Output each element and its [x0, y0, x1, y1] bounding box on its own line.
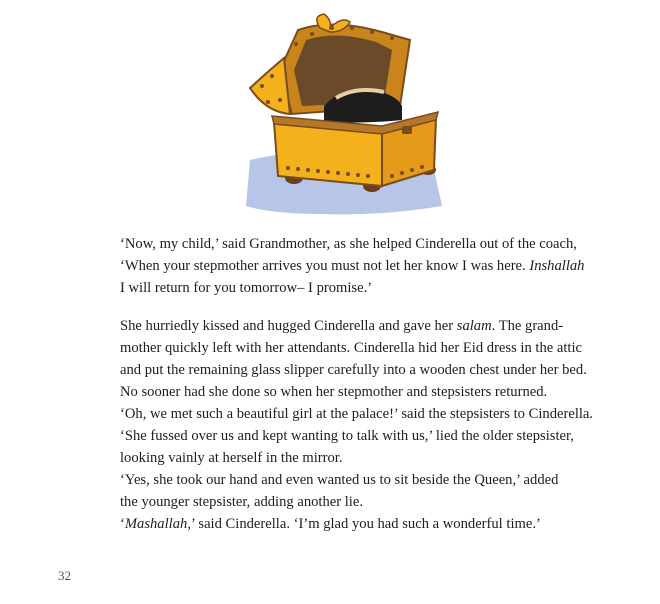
text-line — [120, 337, 583, 359]
text-run: and put the remaining glass slipper carefully into a wooden chest under her bed. — [120, 362, 587, 378]
text-line — [120, 403, 594, 425]
italic-text-run: Mashallah — [124, 516, 188, 532]
text-run: . The grand- — [491, 318, 564, 334]
text-run: ,’ said Cinderella. ‘I’m glad you had such a wonderful time.’ — [187, 516, 541, 532]
italic-text-run: salam — [456, 318, 492, 334]
text-line — [120, 447, 550, 469]
text-line — [120, 315, 564, 337]
text-run: No sooner had she done so when her stepmother and stepsisters returned. — [120, 384, 548, 400]
text-run: ‘She fussed over us and kept wanting to talk with us,’ lied the older stepsister, — [120, 428, 574, 444]
text-run: I will return for you tomorrow– I promise.’ — [120, 280, 373, 296]
text-line — [120, 233, 577, 255]
text-line — [120, 425, 574, 447]
text-run: ‘Yes, she took our hand and even wanted us to sit beside the Queen,’ added — [120, 472, 559, 488]
text-run: looking vainly at herself in the mirror. — [120, 450, 343, 466]
text-line — [120, 359, 587, 381]
text-line — [120, 513, 550, 535]
text-run: the younger stepsister, adding another lie. — [120, 494, 363, 510]
text-line — [120, 469, 559, 491]
text-line — [120, 381, 550, 403]
italic-text-run: Inshallah — [529, 258, 585, 274]
paragraph-stepsisters — [120, 403, 594, 535]
text-run: ‘Now, my child,’ said Grandmother, as she helped Cinderella out of the coach, — [120, 236, 577, 252]
lid-side — [250, 58, 290, 114]
paragraph-hurried-kiss — [120, 315, 587, 403]
text-line — [120, 255, 585, 277]
text-run: mother quickly left with her attendants. Cinderella hid her Eid dress in the attic — [120, 340, 583, 356]
treasure-chest-illustration — [232, 10, 454, 222]
text-run: ‘Oh, we met such a beautiful girl at the palace!’ said the stepsisters to Cinderella. — [120, 406, 594, 422]
paragraph-grandmother — [120, 233, 585, 299]
page-number: 32 — [58, 568, 71, 583]
text-line — [120, 277, 550, 299]
text-run: ‘When your stepmother arrives you must not let her know I was here. — [120, 258, 530, 274]
text-line — [120, 491, 550, 513]
text-run: She hurriedly kissed and hugged Cinderella and gave her — [120, 318, 457, 334]
text-run: ‘ — [120, 516, 125, 532]
chest-lock — [402, 126, 412, 134]
